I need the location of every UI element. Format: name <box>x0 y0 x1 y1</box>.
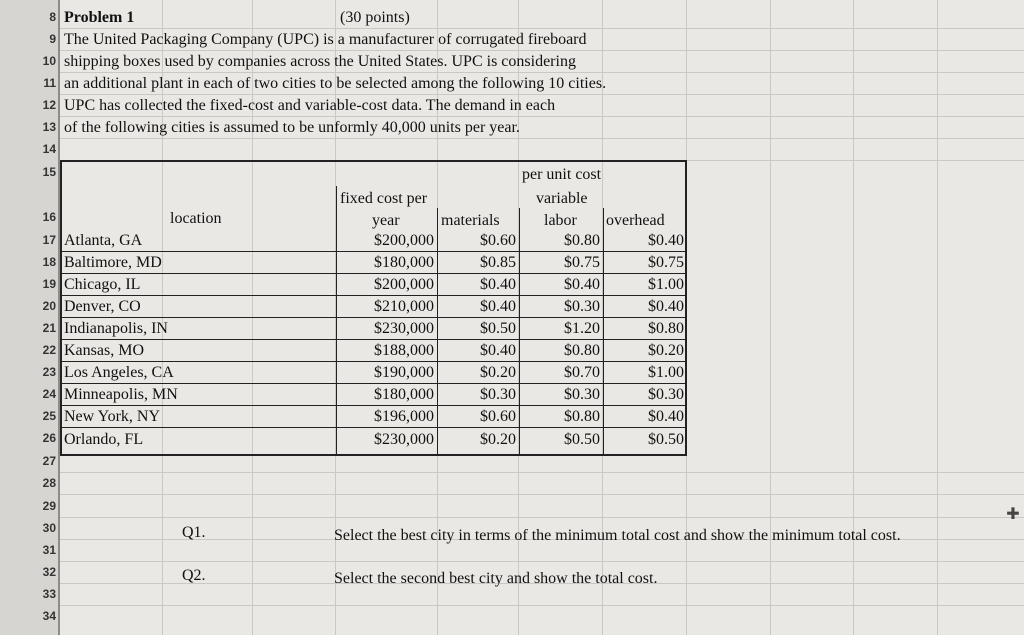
row-number[interactable]: 23 <box>42 365 56 379</box>
cell-labor[interactable]: $0.75 <box>564 254 600 271</box>
header-materials[interactable]: materials <box>441 212 500 229</box>
row-number[interactable]: 32 <box>42 565 56 579</box>
row-number[interactable]: 14 <box>42 142 56 156</box>
cell-overhead[interactable]: $0.40 <box>648 298 684 315</box>
cell-fixed-cost[interactable]: $200,000 <box>374 276 434 293</box>
header-overhead[interactable]: overhead <box>606 212 665 229</box>
cell-labor[interactable]: $0.80 <box>564 232 600 249</box>
cell-labor[interactable]: $0.80 <box>564 408 600 425</box>
header-fixed-cost[interactable]: fixed cost per <box>340 190 428 207</box>
cell-city[interactable]: Los Angeles, CA <box>64 364 174 381</box>
cell-overhead[interactable]: $1.00 <box>648 276 684 293</box>
problem-line[interactable]: UPC has collected the fixed-cost and variable-cost data. The demand in each <box>64 97 556 114</box>
row-number[interactable]: 28 <box>42 476 56 490</box>
cell-fixed-cost[interactable]: $180,000 <box>374 254 434 271</box>
cell-overhead[interactable]: $0.30 <box>648 386 684 403</box>
cell-city[interactable]: Orlando, FL <box>64 431 144 448</box>
cell-overhead[interactable]: $0.20 <box>648 342 684 359</box>
header-labor[interactable]: labor <box>544 212 577 229</box>
cell-fixed-cost[interactable]: $230,000 <box>374 431 434 448</box>
problem-title[interactable]: Problem 1 <box>64 9 135 26</box>
header-location[interactable]: location <box>170 210 222 227</box>
row-number[interactable]: 12 <box>42 98 56 112</box>
cell-fixed-cost[interactable]: $190,000 <box>374 364 434 381</box>
cell-labor[interactable]: $0.40 <box>564 276 600 293</box>
cell-overhead[interactable]: $0.80 <box>648 320 684 337</box>
cell-overhead[interactable]: $0.40 <box>648 232 684 249</box>
cell-city[interactable]: Atlanta, GA <box>64 232 143 249</box>
row-number[interactable]: 15 <box>42 165 56 179</box>
cell-city[interactable]: Indianapolis, IN <box>64 320 168 337</box>
header-fixed-year[interactable]: year <box>372 212 400 229</box>
cell-fixed-cost[interactable]: $180,000 <box>374 386 434 403</box>
row-number[interactable]: 21 <box>42 321 56 335</box>
row-header-column[interactable] <box>0 0 60 635</box>
row-number[interactable]: 24 <box>42 387 56 401</box>
cell-overhead[interactable]: $0.75 <box>648 254 684 271</box>
cell-fixed-cost[interactable]: $210,000 <box>374 298 434 315</box>
cell-city[interactable]: Denver, CO <box>64 298 141 315</box>
cell-materials[interactable]: $0.40 <box>480 298 516 315</box>
cell-materials[interactable]: $0.85 <box>480 254 516 271</box>
row-number[interactable]: 16 <box>42 210 56 224</box>
row-number[interactable]: 31 <box>42 543 56 557</box>
row-number[interactable]: 34 <box>42 609 56 623</box>
question-text[interactable]: Select the second best city and show the total cost. <box>334 570 658 587</box>
row-number[interactable]: 29 <box>42 499 56 513</box>
row-number[interactable]: 11 <box>43 76 56 90</box>
cell-labor[interactable]: $0.80 <box>564 342 600 359</box>
cell-materials[interactable]: $0.60 <box>480 408 516 425</box>
cell-fixed-cost[interactable]: $188,000 <box>374 342 434 359</box>
cell-city[interactable]: Chicago, IL <box>64 276 141 293</box>
cell-materials[interactable]: $0.30 <box>480 386 516 403</box>
row-number[interactable]: 25 <box>42 409 56 423</box>
row-number[interactable]: 27 <box>42 454 56 468</box>
row-number[interactable]: 26 <box>42 431 56 445</box>
cell-labor[interactable]: $0.70 <box>564 364 600 381</box>
problem-line[interactable]: shipping boxes used by companies across the United States. UPC is considering <box>64 53 576 70</box>
header-variable[interactable]: variable <box>536 190 588 207</box>
row-number[interactable]: 10 <box>42 54 56 68</box>
row-number[interactable]: 8 <box>49 10 56 24</box>
cell-city[interactable]: New York, NY <box>64 408 161 425</box>
cell-materials[interactable]: $0.20 <box>480 431 516 448</box>
problem-line[interactable]: of the following cities is assumed to be unformly 40,000 units per year. <box>64 119 520 136</box>
cell-fixed-cost[interactable]: $200,000 <box>374 232 434 249</box>
cell-labor[interactable]: $0.30 <box>564 386 600 403</box>
cell-overhead[interactable]: $1.00 <box>648 364 684 381</box>
header-per-unit-cost[interactable]: per unit cost <box>522 166 602 183</box>
cell-materials[interactable]: $0.40 <box>480 342 516 359</box>
row-number[interactable]: 22 <box>42 343 56 357</box>
cell-fixed-cost[interactable]: $230,000 <box>374 320 434 337</box>
cell-labor[interactable]: $0.30 <box>564 298 600 315</box>
cell-materials[interactable]: $0.60 <box>480 232 516 249</box>
problem-points[interactable]: (30 points) <box>340 9 410 26</box>
row-number[interactable]: 17 <box>42 233 56 247</box>
cell-overhead[interactable]: $0.40 <box>648 408 684 425</box>
cell-labor[interactable]: $1.20 <box>564 320 600 337</box>
cell-labor[interactable]: $0.50 <box>564 431 600 448</box>
problem-line[interactable]: The United Packaging Company (UPC) is a manufacturer of corrugated fireboard <box>64 31 587 48</box>
question-text[interactable]: Select the best city in terms of the minimum total cost and show the minimum total cost. <box>334 527 901 544</box>
row-number[interactable]: 33 <box>42 587 56 601</box>
row-number[interactable]: 20 <box>42 299 56 313</box>
cell-city[interactable]: Kansas, MO <box>64 342 144 359</box>
row-number[interactable]: 18 <box>42 255 56 269</box>
question-label[interactable]: Q1. <box>182 524 206 541</box>
cell-fixed-cost[interactable]: $196,000 <box>374 408 434 425</box>
row-number[interactable]: 30 <box>42 521 56 535</box>
cell-materials[interactable]: $0.20 <box>480 364 516 381</box>
cell-city[interactable]: Baltimore, MD <box>64 254 162 271</box>
cell-overhead[interactable]: $0.50 <box>648 431 684 448</box>
cell-materials[interactable]: $0.40 <box>480 276 516 293</box>
problem-line[interactable]: an additional plant in each of two cities to be selected among the following 10 cities. <box>64 75 607 92</box>
cell-city[interactable]: Minneapolis, MN <box>64 386 178 403</box>
row-number[interactable]: 9 <box>49 32 56 46</box>
crosshair-plus-icon: ✚ <box>1006 504 1020 523</box>
cell-materials[interactable]: $0.50 <box>480 320 516 337</box>
question-label[interactable]: Q2. <box>182 567 206 584</box>
row-number[interactable]: 13 <box>42 120 56 134</box>
row-number[interactable]: 19 <box>42 277 56 291</box>
